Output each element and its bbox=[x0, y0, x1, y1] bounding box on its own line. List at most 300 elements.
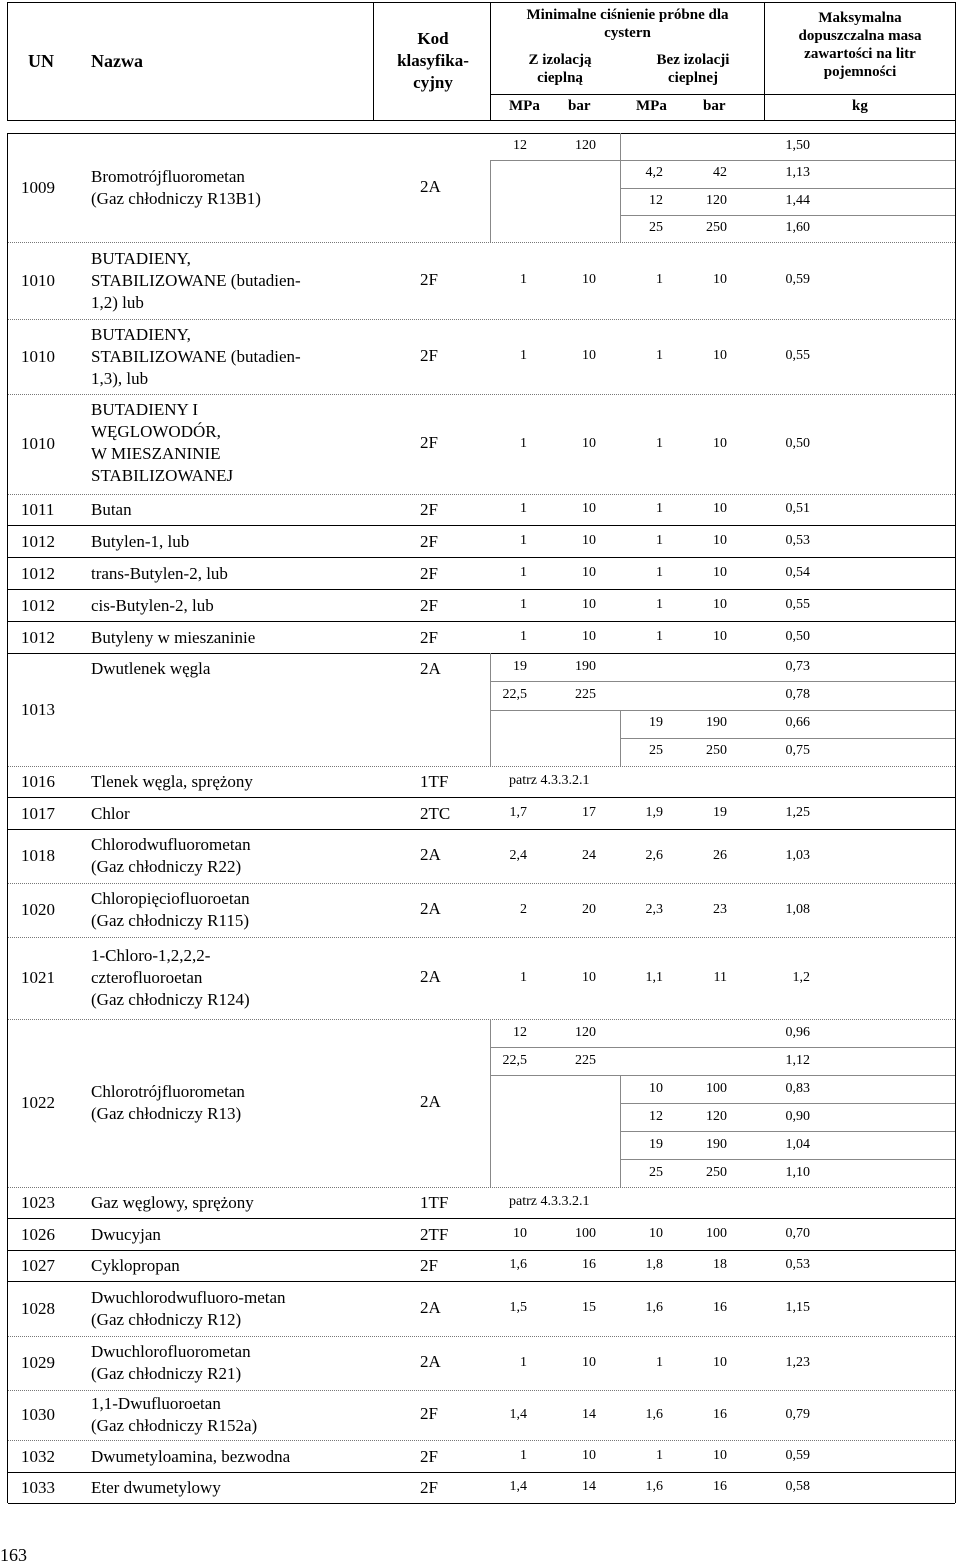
subgrid-vrule bbox=[490, 1019, 491, 1075]
value-cell: 1,08 bbox=[785, 901, 810, 917]
substance-name: Chlorodwufluorometan bbox=[91, 835, 251, 854]
subgrid-rule bbox=[490, 1075, 955, 1076]
row-separator bbox=[8, 937, 955, 938]
header-max-mass: dopuszczalna masa bbox=[798, 28, 922, 44]
substance-name: Dwuchlorodwufluoro-metan bbox=[91, 1287, 286, 1307]
header-unit-0: MPa bbox=[509, 98, 540, 114]
value-cell: 0,78 bbox=[785, 686, 810, 702]
classification-code: 2F bbox=[420, 345, 438, 365]
un-number: 1009 bbox=[21, 177, 55, 197]
value-cell: 1 bbox=[520, 501, 527, 516]
un-number: 1028 bbox=[21, 1298, 55, 1318]
reference-note: patrz 4.3.3.2.1 bbox=[509, 1194, 590, 1209]
value-cell: 1,23 bbox=[785, 1354, 810, 1370]
un-number: 1018 bbox=[21, 846, 55, 865]
value-cell: 1,7 bbox=[509, 804, 527, 820]
un-number: 1033 bbox=[21, 1478, 55, 1497]
value-cell: 20 bbox=[582, 901, 596, 917]
classification-code: 2F bbox=[420, 269, 438, 289]
classification-code: 2F bbox=[420, 563, 438, 583]
value-cell: 10 bbox=[713, 628, 727, 644]
value-cell: 10 bbox=[582, 969, 596, 985]
substance-name: Dwumetyloamina, bezwodna bbox=[91, 1446, 291, 1466]
value-cell: 120 bbox=[575, 138, 596, 154]
subgrid-rule bbox=[620, 1103, 955, 1104]
value-cell: 10 bbox=[713, 596, 727, 612]
row-separator bbox=[8, 1250, 955, 1251]
substance-name: (Gaz chłodniczy R22) bbox=[91, 857, 242, 876]
subgrid-vrule bbox=[620, 710, 621, 767]
value-cell: 1,44 bbox=[785, 192, 810, 208]
value-cell: 1,6 bbox=[645, 1406, 663, 1422]
value-cell: 120 bbox=[706, 1108, 727, 1124]
reference-note: patrz 4.3.3.2.1 bbox=[509, 773, 590, 788]
value-cell: 2,4 bbox=[509, 847, 527, 863]
value-cell: 190 bbox=[706, 1136, 727, 1152]
row-separator bbox=[8, 1472, 955, 1473]
table-top-rule bbox=[7, 133, 956, 134]
value-cell: 1,15 bbox=[785, 1300, 810, 1315]
value-cell: 2,6 bbox=[645, 847, 663, 863]
substance-name: (Gaz chłodniczy R13B1) bbox=[91, 188, 261, 208]
value-cell: 1 bbox=[656, 1354, 663, 1370]
value-cell: 120 bbox=[575, 1024, 596, 1040]
substance-name: Chloropięciofluoroetan bbox=[91, 889, 250, 908]
page-number: 163 bbox=[0, 1545, 27, 1565]
value-cell: 16 bbox=[713, 1406, 727, 1422]
value-cell: 1 bbox=[520, 435, 527, 451]
substance-name: BUTADIENY, bbox=[91, 324, 191, 344]
value-cell: 1,04 bbox=[785, 1136, 810, 1152]
classification-code: 2A bbox=[420, 176, 441, 196]
row-separator bbox=[8, 1336, 955, 1337]
substance-name: (Gaz chłodniczy R12) bbox=[91, 1309, 242, 1329]
value-cell: 26 bbox=[713, 847, 727, 863]
header-units-rule bbox=[490, 94, 956, 95]
classification-code: 2F bbox=[420, 433, 438, 452]
substance-name: Bromotrójfluorometan bbox=[91, 166, 245, 186]
value-cell: 12 bbox=[513, 1024, 527, 1040]
value-cell: 190 bbox=[575, 658, 596, 674]
row-separator bbox=[8, 653, 955, 654]
substance-name: Dwutlenek węgla bbox=[91, 659, 211, 678]
value-cell: 0,53 bbox=[785, 1257, 810, 1272]
value-cell: 15 bbox=[582, 1300, 596, 1315]
classification-code: 2A bbox=[420, 1352, 441, 1371]
value-cell: 10 bbox=[582, 1447, 596, 1463]
value-cell: 10 bbox=[713, 564, 727, 580]
row-separator bbox=[8, 1281, 955, 1282]
substance-name: (Gaz chłodniczy R152a) bbox=[91, 1416, 258, 1435]
value-cell: 1 bbox=[656, 564, 663, 580]
un-number: 1021 bbox=[21, 968, 55, 987]
header-right-rule bbox=[955, 2, 956, 133]
classification-code: 2A bbox=[420, 899, 441, 918]
substance-name: 1,3), lub bbox=[91, 368, 149, 388]
header-kod: cyjny bbox=[413, 73, 453, 92]
value-cell: 1,13 bbox=[785, 165, 810, 181]
subgrid-rule bbox=[620, 188, 955, 189]
un-number: 1027 bbox=[21, 1256, 55, 1275]
substance-name: Eter dwumetylowy bbox=[91, 1478, 221, 1497]
value-cell: 10 bbox=[582, 501, 596, 516]
classification-code: 1TF bbox=[420, 1193, 449, 1212]
value-cell: 1 bbox=[520, 1447, 527, 1463]
header-top-rule bbox=[7, 2, 956, 3]
value-cell: 0,55 bbox=[785, 348, 810, 363]
value-cell: 1,4 bbox=[509, 1406, 527, 1422]
subgrid-rule bbox=[620, 738, 955, 739]
un-number: 1032 bbox=[21, 1446, 55, 1466]
value-cell: 0,55 bbox=[785, 596, 810, 612]
substance-name: STABILIZOWANEJ bbox=[91, 466, 234, 485]
row-separator bbox=[8, 589, 955, 590]
value-cell: 1,50 bbox=[785, 138, 810, 154]
un-number: 1011 bbox=[21, 500, 55, 519]
header-bez-izolacji: cieplnej bbox=[668, 70, 718, 86]
value-cell: 0,51 bbox=[785, 501, 810, 516]
substance-name: Tlenek węgla, sprężony bbox=[91, 772, 253, 791]
value-cell: 0,75 bbox=[785, 743, 810, 759]
header-bez-izolacji: Bez izolacji bbox=[656, 52, 730, 68]
substance-name: STABILIZOWANE (butadien- bbox=[91, 270, 301, 290]
value-cell: 225 bbox=[575, 1052, 596, 1068]
un-number: 1017 bbox=[21, 803, 55, 823]
substance-name: WĘGLOWODÓR, bbox=[91, 422, 221, 441]
value-cell: 16 bbox=[713, 1479, 727, 1494]
substance-name: 1,1-Dwufluoroetan bbox=[91, 1394, 221, 1413]
un-number: 1012 bbox=[21, 627, 55, 647]
substance-name: Butan bbox=[91, 500, 132, 519]
subgrid-rule bbox=[620, 215, 955, 216]
value-cell: 10 bbox=[713, 435, 727, 451]
row-separator bbox=[8, 394, 955, 395]
subgrid-vrule bbox=[620, 133, 621, 242]
value-cell: 0,53 bbox=[785, 532, 810, 548]
substance-name: 1,2) lub bbox=[91, 292, 144, 312]
value-cell: 1,12 bbox=[785, 1052, 810, 1068]
value-cell: 17 bbox=[582, 804, 596, 820]
un-number: 1012 bbox=[21, 595, 55, 615]
value-cell: 250 bbox=[706, 219, 727, 235]
header-max-mass: Maksymalna bbox=[818, 10, 902, 26]
value-cell: 1,2 bbox=[792, 969, 810, 985]
value-cell: 1 bbox=[520, 628, 527, 644]
un-number: 1013 bbox=[21, 699, 55, 719]
value-cell: 10 bbox=[513, 1225, 527, 1241]
value-cell: 1,8 bbox=[645, 1257, 663, 1272]
substance-name: Cyklopropan bbox=[91, 1256, 180, 1275]
value-cell: 11 bbox=[713, 969, 727, 985]
substance-name: Dwuchlorofluorometan bbox=[91, 1342, 251, 1361]
value-cell: 14 bbox=[582, 1479, 596, 1494]
value-cell: 10 bbox=[582, 564, 596, 580]
header-unit-4: kg bbox=[852, 98, 868, 114]
header-z-izolacja: cieplną bbox=[537, 70, 583, 86]
value-cell: 1,6 bbox=[645, 1479, 663, 1494]
subgrid-rule bbox=[490, 160, 955, 161]
un-number: 1030 bbox=[21, 1405, 55, 1424]
value-cell: 225 bbox=[575, 686, 596, 702]
value-cell: 1 bbox=[656, 1447, 663, 1463]
value-cell: 16 bbox=[713, 1300, 727, 1315]
classification-code: 2A bbox=[420, 1092, 441, 1111]
value-cell: 250 bbox=[706, 743, 727, 759]
classification-code: 2F bbox=[420, 1446, 438, 1466]
classification-code: 2A bbox=[420, 845, 441, 864]
classification-code: 2F bbox=[420, 627, 438, 647]
classification-code: 2A bbox=[420, 1297, 441, 1317]
un-number: 1020 bbox=[21, 900, 55, 919]
value-cell: 10 bbox=[582, 435, 596, 451]
row-separator bbox=[8, 494, 955, 495]
value-cell: 0,83 bbox=[785, 1080, 810, 1096]
value-cell: 0,73 bbox=[785, 658, 810, 674]
header-vrule bbox=[373, 2, 374, 120]
classification-code: 2TF bbox=[420, 1224, 449, 1244]
header-unit-3: bar bbox=[703, 98, 726, 114]
substance-name: STABILIZOWANE (butadien- bbox=[91, 346, 301, 366]
substance-name: BUTADIENY I bbox=[91, 400, 199, 419]
header-bottom-rule bbox=[7, 120, 956, 121]
value-cell: 42 bbox=[713, 165, 727, 181]
substance-name: Dwucyjan bbox=[91, 1224, 161, 1244]
value-cell: 1 bbox=[656, 501, 663, 516]
value-cell: 12 bbox=[649, 1108, 663, 1124]
value-cell: 10 bbox=[713, 348, 727, 363]
value-cell: 25 bbox=[649, 1164, 663, 1180]
header-kod: Kod bbox=[417, 29, 449, 48]
classification-code: 2F bbox=[420, 500, 438, 519]
row-separator bbox=[8, 1390, 955, 1391]
value-cell: 1 bbox=[656, 532, 663, 548]
value-cell: 10 bbox=[713, 501, 727, 516]
value-cell: 22,5 bbox=[502, 686, 527, 702]
value-cell: 10 bbox=[582, 628, 596, 644]
row-separator bbox=[8, 1019, 955, 1020]
value-cell: 100 bbox=[706, 1225, 727, 1241]
row-separator bbox=[8, 883, 955, 884]
value-cell: 4,2 bbox=[645, 165, 663, 181]
value-cell: 0,70 bbox=[785, 1225, 810, 1241]
value-cell: 10 bbox=[713, 532, 727, 548]
value-cell: 2 bbox=[520, 901, 527, 917]
un-number: 1010 bbox=[21, 270, 55, 290]
classification-code: 2A bbox=[420, 967, 441, 986]
row-separator bbox=[8, 242, 955, 243]
value-cell: 19 bbox=[649, 1136, 663, 1152]
row-separator bbox=[8, 829, 955, 830]
subgrid-vrule bbox=[490, 160, 491, 242]
value-cell: 0,50 bbox=[785, 628, 810, 644]
value-cell: 1,25 bbox=[785, 804, 810, 820]
classification-code: 2F bbox=[420, 1404, 438, 1423]
value-cell: 120 bbox=[706, 192, 727, 208]
value-cell: 19 bbox=[513, 658, 527, 674]
value-cell: 12 bbox=[513, 138, 527, 154]
value-cell: 10 bbox=[582, 272, 596, 287]
value-cell: 25 bbox=[649, 743, 663, 759]
value-cell: 0,54 bbox=[785, 564, 810, 580]
un-number: 1016 bbox=[21, 772, 55, 791]
subgrid-vrule bbox=[490, 1075, 491, 1187]
value-cell: 10 bbox=[582, 532, 596, 548]
value-cell: 10 bbox=[582, 596, 596, 612]
un-number: 1022 bbox=[21, 1093, 55, 1112]
header-min-pressure: Minimalne ciśnienie próbne dla bbox=[526, 7, 729, 23]
classification-code: 2A bbox=[420, 659, 441, 678]
value-cell: 1,9 bbox=[645, 804, 663, 820]
table-right-rule bbox=[955, 133, 956, 1503]
value-cell: 23 bbox=[713, 901, 727, 917]
value-cell: 10 bbox=[713, 1447, 727, 1463]
value-cell: 1 bbox=[520, 532, 527, 548]
header-vrule bbox=[490, 2, 491, 120]
value-cell: 100 bbox=[706, 1080, 727, 1096]
value-cell: 0,58 bbox=[785, 1479, 810, 1494]
value-cell: 1,6 bbox=[645, 1300, 663, 1315]
header-kod: klasyfika- bbox=[397, 51, 469, 70]
value-cell: 1 bbox=[520, 969, 527, 985]
value-cell: 1,5 bbox=[509, 1300, 527, 1315]
value-cell: 250 bbox=[706, 1164, 727, 1180]
table-bottom-rule bbox=[8, 1503, 955, 1504]
substance-name: 1-Chloro-1,2,2,2- bbox=[91, 946, 211, 965]
classification-code: 2F bbox=[420, 1256, 438, 1275]
value-cell: 18 bbox=[713, 1257, 727, 1272]
row-separator bbox=[8, 621, 955, 622]
header-vrule bbox=[764, 2, 765, 120]
value-cell: 10 bbox=[713, 1354, 727, 1370]
header-max-mass: zawartości na litr bbox=[804, 46, 916, 62]
value-cell: 19 bbox=[713, 804, 727, 820]
value-cell: 1 bbox=[656, 348, 663, 363]
substance-name: Chlor bbox=[91, 803, 130, 823]
value-cell: 2,3 bbox=[645, 901, 663, 917]
substance-name: cis-Butylen-2, lub bbox=[91, 595, 214, 615]
value-cell: 1 bbox=[656, 435, 663, 451]
substance-name: (Gaz chłodniczy R21) bbox=[91, 1364, 242, 1383]
substance-name: W MIESZANINIE bbox=[91, 444, 221, 463]
value-cell: 10 bbox=[582, 1354, 596, 1370]
value-cell: 0,79 bbox=[785, 1406, 810, 1422]
value-cell: 1 bbox=[520, 564, 527, 580]
value-cell: 1 bbox=[656, 272, 663, 287]
value-cell: 12 bbox=[649, 192, 663, 208]
row-separator bbox=[8, 797, 955, 798]
row-separator bbox=[8, 557, 955, 558]
value-cell: 1,03 bbox=[785, 847, 810, 863]
value-cell: 0,50 bbox=[785, 435, 810, 451]
header-min-pressure: cystern bbox=[604, 25, 651, 41]
value-cell: 10 bbox=[713, 272, 727, 287]
value-cell: 0,96 bbox=[785, 1024, 810, 1040]
value-cell: 1 bbox=[520, 348, 527, 363]
value-cell: 10 bbox=[649, 1080, 663, 1096]
header-z-izolacja: Z izolacją bbox=[528, 52, 592, 68]
subgrid-rule bbox=[490, 710, 955, 711]
classification-code: 2TC bbox=[420, 803, 451, 823]
substance-name: (Gaz chłodniczy R115) bbox=[91, 911, 249, 930]
value-cell: 1 bbox=[656, 596, 663, 612]
value-cell: 19 bbox=[649, 715, 663, 731]
substance-name: Butyleny w mieszaninie bbox=[91, 627, 256, 647]
value-cell: 0,90 bbox=[785, 1108, 810, 1124]
value-cell: 0,59 bbox=[785, 1447, 810, 1463]
value-cell: 22,5 bbox=[502, 1052, 527, 1068]
header-unit-2: MPa bbox=[636, 98, 667, 114]
row-separator bbox=[8, 1218, 955, 1219]
header-unit-1: bar bbox=[568, 98, 591, 114]
classification-code: 1TF bbox=[420, 772, 449, 791]
value-cell: 1 bbox=[656, 628, 663, 644]
header-un: UN bbox=[28, 51, 54, 71]
substance-name: (Gaz chłodniczy R124) bbox=[91, 990, 250, 1009]
value-cell: 1,6 bbox=[509, 1257, 527, 1272]
row-separator bbox=[8, 766, 955, 767]
value-cell: 10 bbox=[582, 348, 596, 363]
row-separator bbox=[8, 319, 955, 320]
value-cell: 1 bbox=[520, 272, 527, 287]
un-number: 1012 bbox=[21, 531, 55, 551]
un-number: 1012 bbox=[21, 563, 55, 583]
value-cell: 25 bbox=[649, 219, 663, 235]
row-separator bbox=[8, 1440, 955, 1441]
row-separator bbox=[8, 525, 955, 526]
value-cell: 190 bbox=[706, 715, 727, 731]
value-cell: 100 bbox=[575, 1225, 596, 1241]
value-cell: 14 bbox=[582, 1406, 596, 1422]
subgrid-vrule bbox=[490, 653, 491, 710]
un-number: 1010 bbox=[21, 346, 55, 366]
subgrid-vrule bbox=[620, 1075, 621, 1187]
value-cell: 24 bbox=[582, 847, 596, 863]
un-number: 1010 bbox=[21, 434, 55, 453]
header-left-rule bbox=[7, 2, 8, 120]
un-number: 1023 bbox=[21, 1193, 55, 1212]
value-cell: 0,66 bbox=[785, 715, 810, 731]
substance-name: Chlorotrójfluorometan bbox=[91, 1082, 245, 1101]
value-cell: 1,4 bbox=[509, 1479, 527, 1494]
value-cell: 1,1 bbox=[645, 969, 663, 985]
classification-code: 2F bbox=[420, 1478, 438, 1497]
value-cell: 1,10 bbox=[785, 1164, 810, 1180]
subgrid-rule bbox=[620, 1131, 955, 1132]
un-number: 1029 bbox=[21, 1353, 55, 1372]
header-max-mass: pojemności bbox=[823, 64, 897, 80]
table-left-rule bbox=[7, 133, 8, 1503]
substance-name: czterofluoroetan bbox=[91, 968, 203, 987]
value-cell: 16 bbox=[582, 1257, 596, 1272]
substance-name: Butylen-1, lub bbox=[91, 531, 190, 551]
subgrid-rule bbox=[490, 1047, 955, 1048]
subgrid-rule bbox=[620, 1159, 955, 1160]
un-number: 1026 bbox=[21, 1224, 55, 1244]
subgrid-vrule bbox=[490, 710, 491, 767]
classification-code: 2F bbox=[420, 595, 438, 615]
substance-name: Gaz węglowy, sprężony bbox=[91, 1193, 254, 1212]
value-cell: 1 bbox=[520, 1354, 527, 1370]
substance-name: (Gaz chłodniczy R13) bbox=[91, 1104, 242, 1123]
substance-name: BUTADIENY, bbox=[91, 248, 191, 268]
value-cell: 0,59 bbox=[785, 272, 810, 287]
subgrid-rule bbox=[490, 681, 955, 682]
row-separator bbox=[8, 1187, 955, 1188]
substance-name: trans-Butylen-2, lub bbox=[91, 563, 228, 583]
value-cell: 1,60 bbox=[785, 219, 810, 235]
classification-code: 2F bbox=[420, 531, 438, 551]
value-cell: 10 bbox=[649, 1225, 663, 1241]
